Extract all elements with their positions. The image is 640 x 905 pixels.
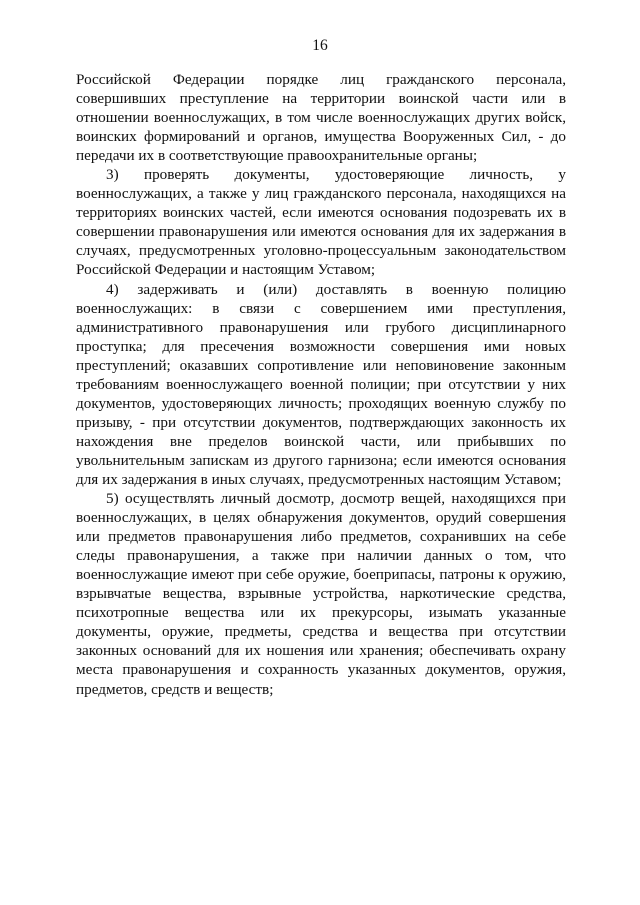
document-body xyxy=(76,70,566,699)
paragraph-continuation: Российской Федерации порядке лиц гражданского персонала, совершивших преступление на территории воинской части или в отношении военнослужащих, в том числе военнослужащих других войск, воинских формирований и органов, имущества Вооруженных Сил, - до передачи их в соответствующие правоохранительные органы; xyxy=(76,71,566,165)
page-number: 16 xyxy=(312,37,328,54)
paragraph-item-4: 4) задерживать и (или) доставлять в военную полицию военнослужащих: в связи с совершением ими преступления, административного правонарушения или грубого дисциплинарного проступка; для пресечения возможности совершения ими новых преступлений; оказавших сопротивление или неповиновение законным требованиям военнослужащего военной полиции; при отсутствии у них документов, удостоверяющих личность; проходящих военную службу по призыву, - при отсутствии документов, подтверждающих законность их нахождения вне пределов воинской части, или прибывших по увольнительным запискам из другого гарнизона; если имеются основания для их задержания в иных случаях, предусмотренных настоящим Уставом; xyxy=(76,280,566,488)
paragraph-item-3: 3) проверять документы, удостоверяющие личность, у военнослужащих, а также у лиц гражданского персонала, находящихся на территориях воинских частей, если имеются основания подозревать их в совершении правонарушения или имеются основания для их задержания в случаях, предусмотренных уголовно-процессуальным законодательством Российской Федерации и настоящим Уставом; xyxy=(76,166,566,279)
paragraph-item-5: 5) осуществлять личный досмотр, досмотр вещей, находящихся при военнослужащих, в целях обнаружения документов, орудий совершения или предметов правонарушения либо предметов, сохранивших на себе следы правонарушения, а также при наличии данных о том, что военнослужащие имеют при себе оружие, боеприпасы, патроны к оружию, взрывчатые вещества, взрывные устройства, наркотические средства, психотропные вещества или их прекурсоры, изымать указанные документы, оружие, предметы, средства и вещества при отсутствии законных оснований для их ношения или хранения; обеспечивать охрану места правонарушения и сохранность указанных документов, оружия, предметов, средств и веществ; xyxy=(76,490,566,698)
